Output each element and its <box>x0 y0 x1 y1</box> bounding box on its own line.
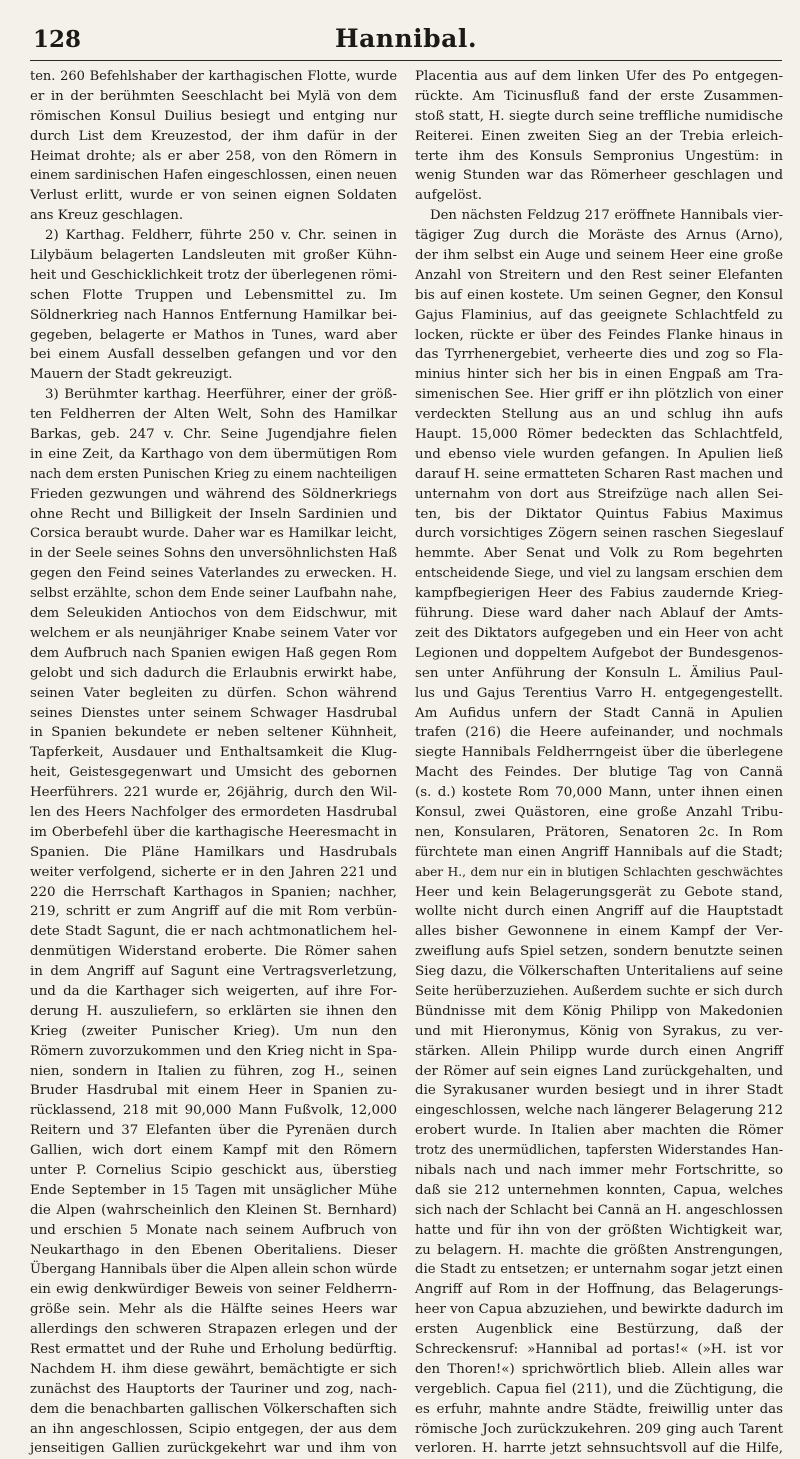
text-line: einem sardinischen Hafen eingeschlossen, einen neuen <box>30 168 398 184</box>
text-line: in eine Zeit, da Karthago von dem übermütigen Rom <box>30 446 398 462</box>
text-line: und da die Karthager sich weigerten, auf ihre For- <box>30 983 398 999</box>
page-header <box>30 22 782 61</box>
text-line: in Spanien bekundete er neben seltener Kühnheit, <box>30 725 398 741</box>
text-line: Lilybäum belagerten Landsleuten mit großer Kühn- <box>30 248 398 264</box>
text-line: zeit des Diktators aufgegeben und ein Heer von acht <box>415 625 784 641</box>
text-line: und mit Hieronymus, König von Syrakus, zu ver- <box>415 1023 784 1039</box>
text-line: nien, sondern in Italien zu führen, zog H., seinen <box>30 1063 398 1079</box>
text-line: gelobt und sich dadurch die Erlaubnis erwirkt habe, <box>30 665 398 681</box>
text-line: selbst erzählte, schon dem Ende seiner Laufbahn nahe, <box>30 586 398 602</box>
text-line: der Römer auf sein eignes Land zurückgehalten, und <box>415 1063 784 1079</box>
text-line: und erschien 5 Monate nach seinem Aufbruch von <box>30 1222 398 1238</box>
text-line: denmütigen Widerstand eroberte. Die Römer sahen <box>30 944 398 960</box>
text-line: 219, schritt er zum Angriff auf die mit Rom verbün- <box>30 904 398 920</box>
text-line: verdeckten Stellung aus an und schlug ihn aufs <box>415 407 784 423</box>
text-line: unter P. Cornelius Scipio geschickt aus, überstieg <box>30 1162 398 1178</box>
text-line: Angriff auf Rom in der Hoffnung, das Belagerungs- <box>415 1282 784 1298</box>
text-line: heit und Geschicklichkeit trotz der überlegenen römi- <box>30 267 398 283</box>
text-line: Heimat drohte; als er aber 258, von den Römern in <box>30 148 398 164</box>
text-line: Neukarthago in den Ebenen Oberitaliens. Dieser <box>30 1242 398 1258</box>
text-line: gegen den Feind seines Vaterlandes zu erwecken. H. <box>30 566 398 582</box>
text-line: Verlust erlitt, wurde er von seinen eignen Soldaten <box>30 188 398 204</box>
text-line: Haupt. 15,000 Römer bedeckten das Schlachtfeld, <box>415 427 784 443</box>
text-line: durch vorsichtiges Zögern seinen raschen Siegeslauf <box>415 526 784 542</box>
text-line: allerdings den schweren Strapazen erlegen und der <box>30 1322 398 1338</box>
text-line: nen, Konsularen, Prätoren, Senatoren 2c. In Rom <box>415 824 784 840</box>
page-number: 128 <box>33 26 82 53</box>
text-line: Konsul, zwei Quästoren, eine große Anzahl Tribu- <box>415 804 784 820</box>
text-line: ans Kreuz geschlagen. <box>30 208 184 224</box>
text-line: lus und Gajus Terentius Varro H. entgegengestellt. <box>415 685 784 701</box>
text-line: hatte und für ihn von der größten Wichtigkeit war, <box>415 1222 784 1238</box>
text-line: die Alpen (wahrscheinlich den Kleinen St. Bernhard) <box>30 1202 398 1218</box>
text-line: vergeblich. Capua fiel (211), und die Züchtigung, die <box>415 1381 784 1397</box>
text-line: eingeschlossen, welche nach längerer Belagerung 212 <box>415 1103 784 1119</box>
text-line: ten, bis der Diktator Quintus Fabius Maximus <box>415 506 784 522</box>
text-line: Bruder Hasdrubal mit einem Heer in Spanien zu- <box>30 1083 398 1099</box>
text-line: dete Stadt Sagunt, die er nach achtmonatlichem hel- <box>30 924 398 940</box>
text-line: an ihn angeschlossen, Scipio entgegen, der aus dem <box>30 1421 398 1437</box>
text-line: aber H., dem nur ein in blutigen Schlachten geschwächtes <box>415 864 784 879</box>
text-line: im Oberbefehl über die karthagische Heeresmacht in <box>30 824 398 840</box>
text-line: dem die benachbarten gallischen Völkerschaften sich <box>30 1401 398 1417</box>
text-line: nibals nach und nach immer mehr Fortschritte, so <box>415 1162 784 1178</box>
text-line: heer von Capua abzuziehen, und bewirkte dadurch im <box>415 1302 784 1318</box>
text-line: er in der berühmten Seeschlacht bei Mylä von dem <box>30 88 398 104</box>
text-line: 2) Karthag. Feldherr, führte 250 v. Chr. seinen in <box>45 228 398 244</box>
text-line: heit, Geistesgegenwart und Umsicht des gebornen <box>30 765 398 781</box>
text-line: es erfuhr, mahnte andre Städte, freiwillig unter das <box>415 1401 784 1417</box>
text-line: (s. d.) kostete Rom 70,000 Mann, unter ihnen einen <box>415 785 784 801</box>
text-line: fürchtete man einen Angriff Hannibals auf die Stadt; <box>415 844 784 860</box>
text-line: Reitern und 37 Elefanten über die Pyrenäen durch <box>30 1123 398 1139</box>
text-line: unternahm von dort aus Streifzüge nach allen Sei- <box>415 486 784 502</box>
text-line: Corsica beraubt wurde. Daher war es Hamilkar leicht, <box>30 526 398 542</box>
text-line: durch List dem Kreuzestod, der ihm dafür in der <box>30 128 398 144</box>
text-line: den Thoren!«) sprichwörtlich blieb. Allein alles war <box>415 1361 784 1377</box>
text-line: Gallien, wich dort einem Kampf mit den Römern <box>30 1143 398 1159</box>
text-line: römischen Konsul Duilius besiegt und entging nur <box>30 108 398 124</box>
text-line: schen Flotte Truppen und Lebensmittel zu. Im <box>30 287 398 303</box>
text-line: kampfbegierigen Heer des Fabius zaudernde Krieg- <box>415 586 784 602</box>
text-line: siegte Hannibals Feldherrngeist über die überlegene <box>415 745 784 761</box>
text-line: Tapferkeit, Ausdauer und Enthaltsamkeit die Klug- <box>30 745 398 761</box>
text-line: derung H. auszuliefern, so erklärten sie ihnen den <box>30 1003 398 1019</box>
text-line: len des Heers Nachfolger des ermordeten Hasdrubal <box>30 804 398 820</box>
text-line: die Syrakusaner wurden besiegt und in ihrer Stadt <box>415 1083 784 1099</box>
text-line: Sieg dazu, die Völkerschaften Unteritaliens auf seine <box>415 964 784 980</box>
text-line: zweiflung aufs Spiel setzen, sondern benutzte seinen <box>415 944 784 960</box>
text-line: Seite herüberzuziehen. Außerdem suchte er sich durch <box>415 983 784 999</box>
text-line: Reiterei. Einen zweiten Sieg an der Trebia erleich- <box>415 128 784 144</box>
running-title: Hannibal. <box>334 24 478 53</box>
text-line: römische Joch zurückzukehren. 209 ging auch Tarent <box>415 1421 784 1437</box>
text-line: Macht des Feindes. Der blutige Tag von Cannä <box>415 765 784 781</box>
text-line: Heer und kein Belagerungsgerät zu Gebote stand, <box>415 884 784 900</box>
text-line: alles bisher Gewonnene in einem Kampf der Ver- <box>415 924 784 940</box>
text-line: daß sie 212 unternehmen konnten, Capua, welches <box>415 1182 784 1198</box>
text-line: entscheidende Siege, und viel zu langsam erschien dem <box>415 566 784 582</box>
text-line: in der Seele seines Sohns den unversöhnlichsten Haß <box>30 546 398 562</box>
text-line: jenseitigen Gallien zurückgekehrt war und ihm von <box>30 1441 398 1457</box>
text-line: stoß statt, H. siegte durch seine treffliche numidische <box>415 108 784 124</box>
text-line: Heerführers. 221 wurde er, 26jährig, durch den Wil- <box>30 785 398 801</box>
text-line: Legionen und doppeltem Aufgebot der Bundesgenos- <box>415 645 784 661</box>
text-line: locken, rückte er über des Feindes Flanke hinaus in <box>415 327 784 343</box>
right-column <box>406 67 784 1457</box>
text-line: Rest ermattet und der Ruhe und Erholung bedürftig. <box>30 1342 398 1357</box>
text-columns <box>30 67 784 1457</box>
text-line: trafen (216) die Heere aufeinander, und nochmals <box>415 725 784 741</box>
text-line: sen unter Anführung der Konsuln L. Ämilius Paul- <box>415 665 784 681</box>
text-line: zunächst des Hauptorts der Tauriner und zog, nach- <box>30 1381 398 1397</box>
text-line: Anzahl von Streitern und den Rest seiner Elefanten <box>415 267 784 283</box>
text-line: Krieg (zweiter Punischer Krieg). Um nun den <box>30 1023 398 1039</box>
text-line: simenischen See. Hier griff er ihn plötzlich von einer <box>415 387 784 403</box>
text-line: terte ihm des Konsuls Sempronius Ungestüm: in <box>415 148 784 164</box>
text-line: Frieden gezwungen und während des Söldnerkriegs <box>30 486 398 502</box>
text-line: das Tyrrhenergebiet, verheerte dies und zog so Fla- <box>415 347 784 363</box>
text-line: größe sein. Mehr als die Hälfte seines Heers war <box>30 1302 398 1318</box>
text-line: Nachdem H. ihm diese gewährt, bemächtigte er sich <box>30 1361 398 1377</box>
text-line: Barkas, geb. 247 v. Chr. Seine Jugendjahre fielen <box>30 427 398 443</box>
text-line: dem Seleukiden Antiochos von dem Eidschwur, mit <box>30 606 398 622</box>
text-line: hemmte. Aber Senat und Volk zu Rom begehrten <box>415 546 784 562</box>
text-line: ten. 260 Befehlshaber der karthagischen Flotte, wurde <box>30 69 398 84</box>
text-line: trotz des unermüdlichen, tapfersten Widerstandes Han- <box>415 1143 784 1159</box>
left-column <box>30 67 406 1457</box>
text-line: Söldnerkrieg nach Hannos Entfernung Hamilkar bei- <box>30 307 398 323</box>
text-line: bis auf einen kostete. Um seinen Gegner, den Konsul <box>415 287 784 303</box>
text-line: die Stadt zu entsetzen; er unternahm sogar jetzt einen <box>415 1262 784 1278</box>
text-line: und ebenso viele wurden gefangen. In Apulien ließ <box>415 446 784 462</box>
text-line: ersten Augenblick eine Bestürzung, daß der <box>415 1322 784 1338</box>
text-line: Übergang Hannibals über die Alpen allein schon würde <box>30 1262 398 1278</box>
text-line: gegeben, belagerte er Mathos in Tunes, ward aber <box>30 327 398 343</box>
text-line: rücklassend, 218 mit 90,000 Mann Fußvolk, 12,000 <box>30 1103 398 1119</box>
text-line: Den nächsten Feldzug 217 eröffnete Hannibals vier- <box>430 208 784 224</box>
text-line: rückte. Am Ticinusfluß fand der erste Zusammen- <box>415 88 784 104</box>
text-line: Am Aufidus unfern der Stadt Cannä in Apulien <box>415 705 784 721</box>
text-line: bei einem Ausfall desselben gefangen und vor den <box>30 347 398 363</box>
text-line: ein ewig denkwürdiger Beweis von seiner Feldherrn- <box>30 1282 398 1298</box>
text-line: zu belagern. H. machte die größten Anstrengungen, <box>415 1242 784 1258</box>
text-line: Placentia aus auf dem linken Ufer des Po entgegen- <box>415 69 784 84</box>
text-line: aufgelöst. <box>415 188 482 204</box>
text-line: Ende September in 15 Tagen mit unsäglicher Mühe <box>30 1182 398 1198</box>
text-line: seines Dienstes unter seinem Schwager Hasdrubal <box>30 705 398 721</box>
text-line: Mauern der Stadt gekreuzigt. <box>30 367 233 383</box>
text-line: ohne Recht und Billigkeit der Inseln Sardinien und <box>30 506 398 522</box>
text-line: wollte nicht durch einen Angriff auf die Hauptstadt <box>415 904 784 920</box>
text-line: ten Feldherren der Alten Welt, Sohn des Hamilkar <box>30 407 398 423</box>
text-line: darauf H. seine ermatteten Scharen Rast machen und <box>415 466 784 482</box>
text-line: minius hinter sich her bis in einen Engpaß am Tra- <box>415 367 784 383</box>
text-line: Spanien. Die Pläne Hamilkars und Hasdrubals <box>30 844 398 860</box>
text-line: erobert wurde. In Italien aber machten die Römer <box>415 1123 784 1139</box>
text-line: in dem Angriff auf Sagunt eine Vertragsverletzung, <box>30 964 398 980</box>
text-line: der ihm selbst ein Auge und seinem Heer eine große <box>415 248 784 264</box>
text-line: tägiger Zug durch die Moräste des Arnus (Arno), <box>415 228 784 244</box>
text-line: nach dem ersten Punischen Krieg zu einem nachteiligen <box>30 466 398 482</box>
text-line: führung. Diese ward daher nach Ablauf der Amts- <box>415 606 784 622</box>
text-line: verloren. H. harrte jetzt sehnsuchtsvoll auf die Hilfe, <box>415 1441 784 1457</box>
text-line: Schreckensruf: »Hannibal ad portas!« (»H. ist vor <box>415 1342 784 1357</box>
text-line: Gajus Flaminius, auf das geeignete Schlachtfeld zu <box>415 307 784 323</box>
text-line: welchem er als neunjähriger Knabe seinem Vater vor <box>30 625 398 641</box>
text-line: 3) Berühmter karthag. Heerführer, einer der größ- <box>45 387 398 403</box>
text-line: sich nach der Schlacht bei Cannä an H. angeschlossen <box>415 1202 784 1218</box>
text-line: dem Aufbruch nach Spanien ewigen Haß gegen Rom <box>30 645 398 661</box>
text-line: Römern zuvorzukommen und den Krieg nicht in Spa- <box>30 1043 398 1059</box>
text-line: seinen Vater begleiten zu dürfen. Schon während <box>30 685 398 701</box>
text-line: wenig Stunden war das Römerheer geschlagen und <box>415 168 784 184</box>
text-line: weiter verfolgend, sicherte er in den Jahren 221 und <box>30 864 398 880</box>
text-line: stärken. Allein Philipp wurde durch einen Angriff <box>415 1043 784 1059</box>
text-line: 220 die Herrschaft Karthagos in Spanien; nachher, <box>30 884 398 900</box>
text-line: Bündnisse mit dem König Philipp von Makedonien <box>415 1003 784 1019</box>
